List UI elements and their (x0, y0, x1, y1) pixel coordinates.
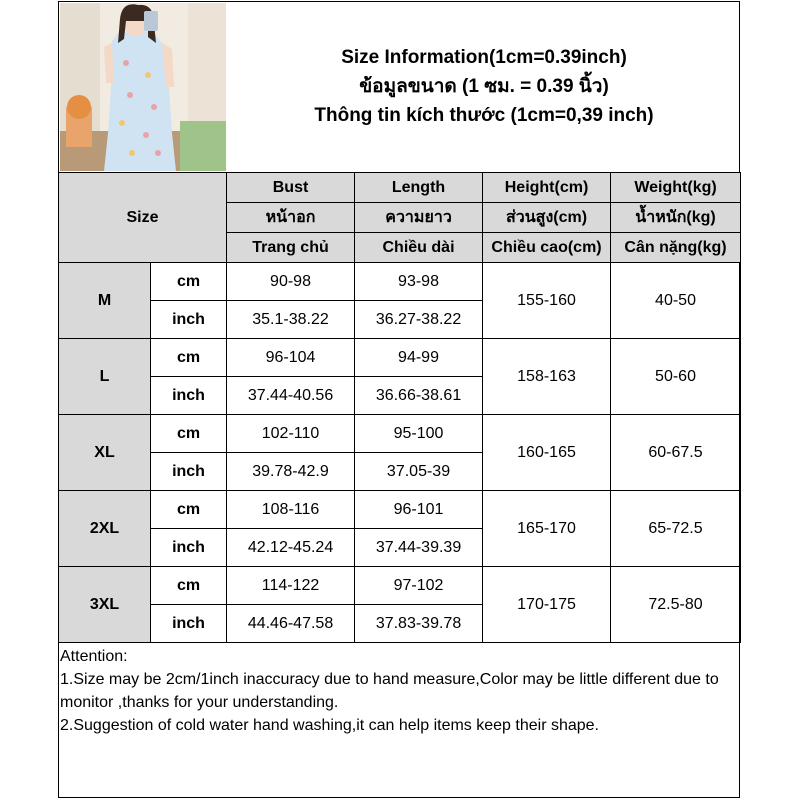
weight-value: 72.5-80 (611, 567, 741, 643)
title-vietnamese: Thông tin kích thước (1cm=0,39 inch) (314, 105, 654, 126)
column-header-weight-thai: น้ำหนัก(kg) (611, 203, 741, 233)
size-label: XL (59, 415, 151, 491)
unit-cm-label: cm (151, 567, 227, 605)
length-cm-value: 94-99 (355, 339, 483, 377)
bust-cm-value: 102-110 (227, 415, 355, 453)
unit-inch-label: inch (151, 453, 227, 491)
title-english: Size Information(1cm=0.39inch) (341, 47, 627, 68)
length-inch-value: 36.66-38.61 (355, 377, 483, 415)
unit-cm-label: cm (151, 263, 227, 301)
header (58, 1, 740, 172)
length-inch-value: 37.83-39.78 (355, 605, 483, 643)
column-header-height-thai: ส่วนสูง(cm) (483, 203, 611, 233)
bust-cm-value: 96-104 (227, 339, 355, 377)
weight-value: 60-67.5 (611, 415, 741, 491)
table-row (59, 415, 741, 453)
height-value: 165-170 (483, 491, 611, 567)
weight-value: 65-72.5 (611, 491, 741, 567)
bust-inch-value: 37.44-40.56 (227, 377, 355, 415)
table-row (59, 339, 741, 377)
bust-inch-value: 35.1-38.22 (227, 301, 355, 339)
bust-cm-value: 90-98 (227, 263, 355, 301)
unit-inch-label: inch (151, 529, 227, 567)
size-table (58, 172, 741, 643)
height-value: 160-165 (483, 415, 611, 491)
height-value: 170-175 (483, 567, 611, 643)
length-inch-value: 37.05-39 (355, 453, 483, 491)
unit-inch-label: inch (151, 301, 227, 339)
notes-heading: Attention: (60, 648, 128, 665)
length-inch-value: 36.27-38.22 (355, 301, 483, 339)
size-label: M (59, 263, 151, 339)
unit-cm-label: cm (151, 339, 227, 377)
column-header-bust-vietnamese: Trang chủ (227, 233, 355, 263)
length-cm-value: 93-98 (355, 263, 483, 301)
table-row (59, 491, 741, 529)
column-header-length: Length (355, 173, 483, 203)
length-inch-value: 37.44-39.39 (355, 529, 483, 567)
length-cm-value: 96-101 (355, 491, 483, 529)
size-label: 2XL (59, 491, 151, 567)
column-header-bust: Bust (227, 173, 355, 203)
unit-inch-label: inch (151, 377, 227, 415)
unit-cm-label: cm (151, 415, 227, 453)
bust-inch-value: 42.12-45.24 (227, 529, 355, 567)
bust-cm-value: 114-122 (227, 567, 355, 605)
notes-item-1: 1.Size may be 2cm/1inch inaccuracy due to hand measure,Color may be little different due to monitor ,thanks for your understanding. (60, 671, 719, 711)
height-value: 158-163 (483, 339, 611, 415)
unit-cm-label: cm (151, 491, 227, 529)
product-photo (60, 3, 226, 171)
table-row (59, 567, 741, 605)
size-column-header: Size (59, 173, 227, 263)
unit-inch-label: inch (151, 605, 227, 643)
column-header-length-thai: ความยาว (355, 203, 483, 233)
weight-value: 50-60 (611, 339, 741, 415)
weight-value: 40-50 (611, 263, 741, 339)
table-row (59, 263, 741, 301)
length-cm-value: 97-102 (355, 567, 483, 605)
column-header-bust-thai: หน้าอก (227, 203, 355, 233)
height-value: 155-160 (483, 263, 611, 339)
bust-cm-value: 108-116 (227, 491, 355, 529)
column-header-height: Height(cm) (483, 173, 611, 203)
column-header-height-vietnamese: Chiều cao(cm) (483, 233, 611, 263)
table-header-row (59, 173, 741, 203)
size-label: 3XL (59, 567, 151, 643)
attention-notes (60, 645, 736, 737)
title-block (228, 1, 740, 172)
bust-inch-value: 44.46-47.58 (227, 605, 355, 643)
notes-item-2: 2.Suggestion of cold water hand washing,it can help items keep their shape. (60, 717, 599, 734)
bust-inch-value: 39.78-42.9 (227, 453, 355, 491)
column-header-length-vietnamese: Chiều dài (355, 233, 483, 263)
column-header-weight: Weight(kg) (611, 173, 741, 203)
length-cm-value: 95-100 (355, 415, 483, 453)
column-header-weight-vietnamese: Cân nặng(kg) (611, 233, 741, 263)
size-label: L (59, 339, 151, 415)
title-thai: ข้อมูลขนาด (1 ซม. = 0.39 นิ้ว) (359, 76, 609, 97)
